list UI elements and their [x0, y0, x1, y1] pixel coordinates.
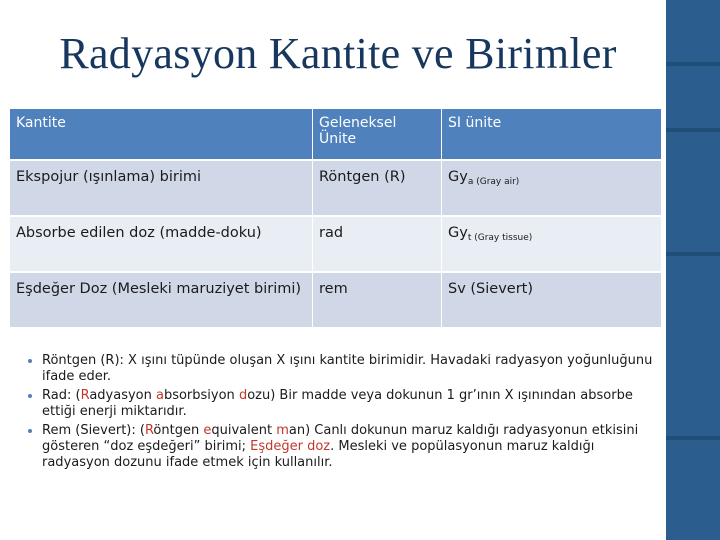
quantities-table	[10, 109, 662, 329]
highlight-term: Eşdeğer doz	[250, 439, 331, 454]
note-text: Röntgen (R): X ışını tüpünde oluşan X ışını kantite birimidir. Havadaki radyasyon yoğunluğunu ifade eder.	[42, 353, 653, 384]
cell-si-unit	[442, 160, 662, 216]
table-row	[10, 272, 662, 328]
note-rontgen	[42, 353, 662, 385]
note-rad	[42, 388, 662, 420]
header-kantite: Kantite	[10, 109, 313, 160]
cell-conventional-unit: Röntgen (R)	[313, 160, 442, 216]
si-unit-sub: t (Gray tissue)	[467, 233, 533, 243]
acronym-letter: m	[276, 423, 289, 438]
band-block	[666, 256, 720, 436]
acronym-letter: a	[155, 388, 164, 403]
decorative-right-band	[666, 0, 720, 540]
cell-conventional-unit: rad	[313, 216, 442, 272]
note-text: adyasyon	[89, 388, 156, 403]
note-text: an) Canlı dokunun maruz kaldığı radyasyonun etkisini gösteren “doz eşdeğeri” birimi;	[42, 423, 639, 454]
si-unit-main: Sv (Sievert)	[448, 281, 534, 297]
table-row	[10, 160, 662, 216]
cell-si-unit	[442, 216, 662, 272]
slide-title: Radyasyon Kantite ve Birimler	[59, 29, 617, 78]
header-si: SI ünite	[442, 109, 662, 160]
notes-list	[22, 353, 662, 474]
acronym-letter: R	[144, 423, 154, 438]
note-rem	[42, 423, 662, 471]
cell-quantity: Ekspojur (ışınlama) birimi	[10, 160, 313, 216]
cell-si-unit	[442, 272, 662, 328]
note-text: . Mesleki ve popülasyonun maruz kaldığı radyasyon dozunu ifade etmek için kullanılır.	[42, 439, 595, 470]
note-text: Rem (Sievert): (	[42, 423, 145, 438]
cell-quantity: Eşdeğer Doz (Mesleki maruziyet birimi)	[10, 272, 313, 328]
si-unit-sub: a (Gray air)	[467, 177, 520, 187]
cell-quantity: Absorbe edilen doz (madde-doku)	[10, 216, 313, 272]
acronym-letter: d	[238, 388, 248, 403]
table-row	[10, 216, 662, 272]
band-block	[666, 440, 720, 540]
note-text: quivalent	[211, 423, 277, 438]
si-unit-main: Gy	[448, 169, 468, 185]
band-block	[666, 132, 720, 252]
note-text: ozu) Bir madde veya dokunun 1 gr’ının X ışınından absorbe ettiği enerji miktarıdır.	[42, 388, 633, 419]
note-text: öntgen	[153, 423, 204, 438]
note-text: Rad: (	[42, 388, 81, 403]
cell-conventional-unit: rem	[313, 272, 442, 328]
header-geleneksel: Geleneksel Ünite	[313, 109, 442, 160]
si-unit-main: Gy	[448, 225, 468, 241]
acronym-letter: R	[80, 388, 90, 403]
note-text: bsorbsiyon	[163, 388, 239, 403]
table-header-row	[10, 109, 662, 160]
acronym-letter: e	[203, 423, 212, 438]
